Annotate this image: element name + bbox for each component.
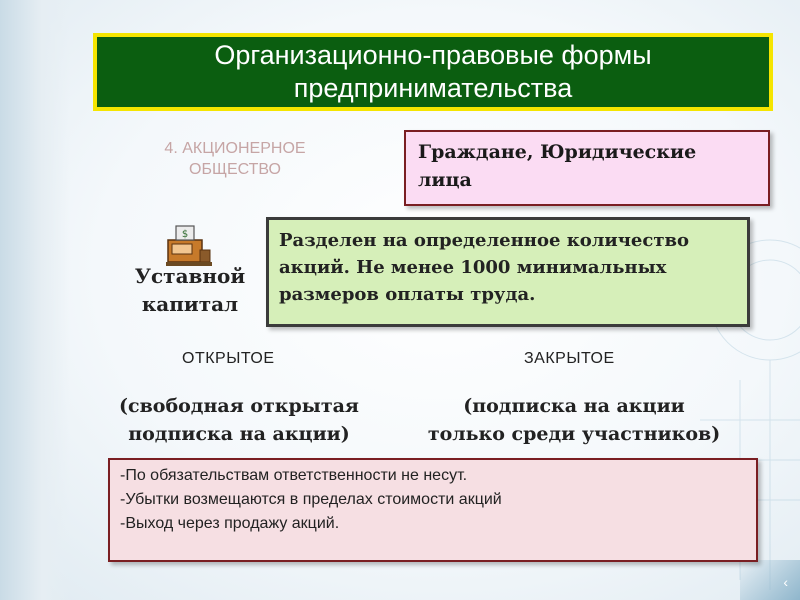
background-left-band (0, 0, 70, 600)
cash-register-icon (162, 220, 216, 268)
capital-line-2: капитал (141, 292, 239, 316)
title-line-1: Организационно-правовые формы (214, 40, 652, 70)
capital-line-1: Уставной (134, 264, 246, 288)
shares-line-1: Разделен на определенное количество (279, 230, 690, 251)
slide-corner-tab (740, 560, 800, 600)
shares-line-3: размеров оплаты труда. (279, 284, 536, 305)
liability-box (108, 458, 758, 562)
company-type-line-1: 4. АКЦИОНЕРНОЕ (164, 140, 306, 157)
company-type-line-2: ОБЩЕСТВО (189, 161, 281, 178)
open-desc-line-2: подписка на акции) (128, 423, 350, 445)
corner-chevron-icon: ‹ (783, 574, 788, 590)
open-type-description (104, 392, 374, 448)
liability-item: -По обязательствам ответственности не несут. (120, 467, 468, 484)
closed-type-description (406, 392, 742, 448)
title-banner (93, 33, 773, 111)
shares-line-2: акций. Не менее 1000 минимальных (279, 257, 667, 278)
founders-box (404, 130, 770, 206)
closed-desc-line-1: (подписка на акции (463, 395, 685, 417)
closed-desc-line-2: только среди участников) (427, 423, 721, 445)
page-title (153, 39, 713, 105)
open-type-label: ОТКРЫТОЕ (182, 350, 275, 367)
charter-capital-label (120, 262, 260, 318)
open-desc-line-1: (свободная открытая (119, 395, 359, 417)
shares-description-box (266, 217, 750, 327)
closed-type-label: ЗАКРЫТОЕ (524, 350, 615, 367)
liability-item: -Убытки возмещаются в пределах стоимости акций (120, 491, 502, 508)
founders-line-1: Граждане, Юридические (418, 141, 697, 163)
liability-item: -Выход через продажу акций. (120, 515, 340, 532)
founders-line-2: лица (418, 169, 472, 191)
title-line-2: предпринимательства (293, 73, 573, 103)
company-type-label (130, 138, 340, 180)
svg-text:$: $ (181, 229, 189, 240)
